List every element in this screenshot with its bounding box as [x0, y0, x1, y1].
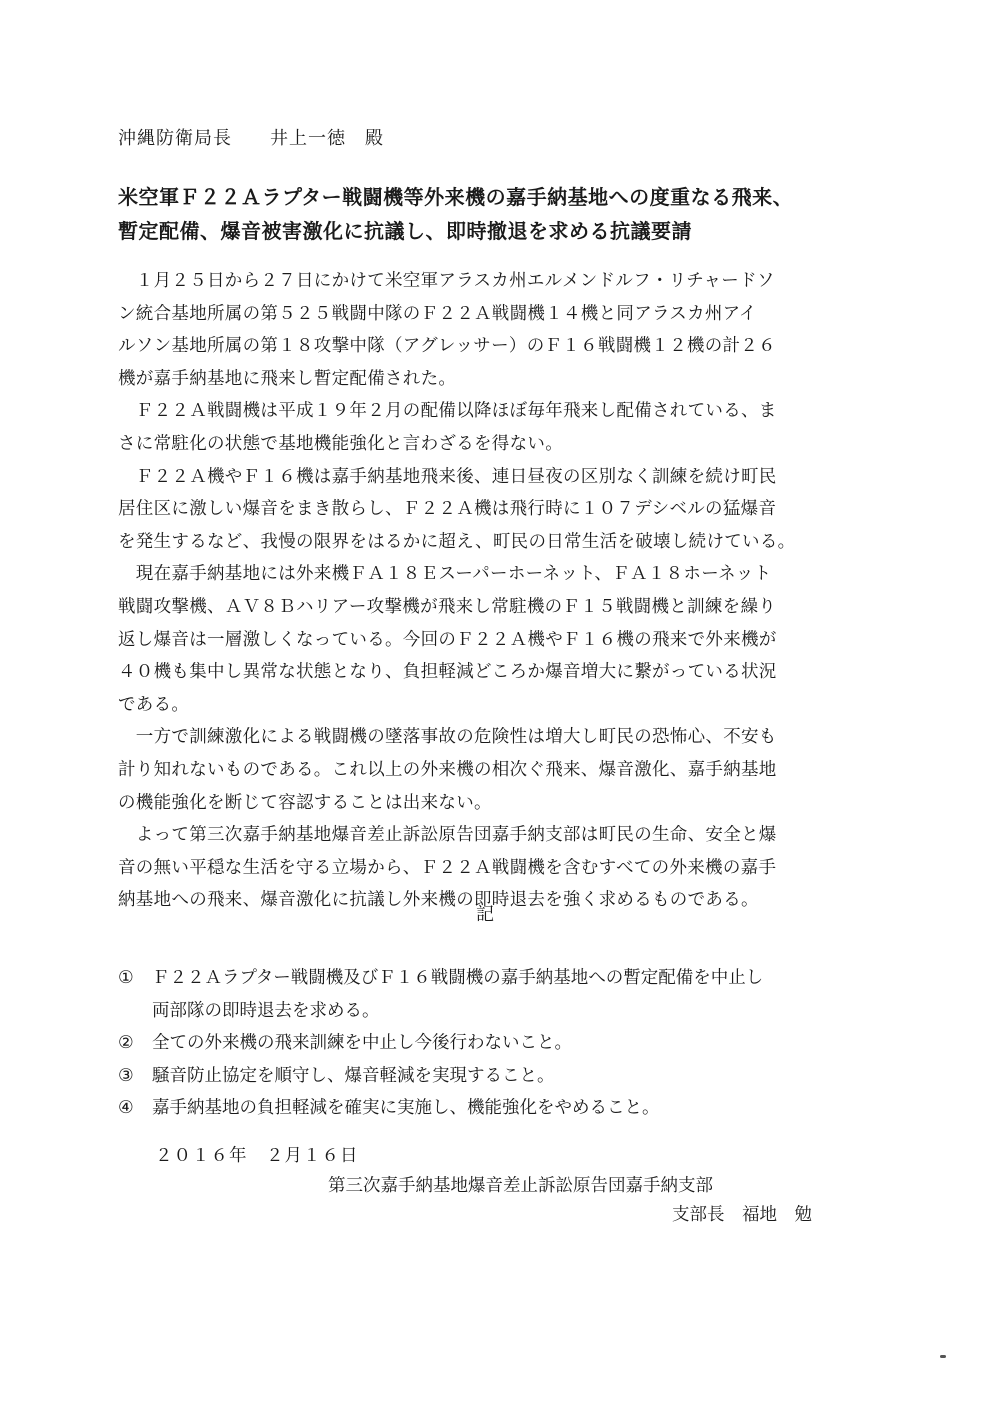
- body-line: 納基地への飛来、爆音激化に抗議し外来機の即時退去を強く求めるものである。: [118, 890, 759, 911]
- body-line: 一方で訓練激化による戦闘機の墜落事故の危険性は増大し町民の恐怖心、不安も: [118, 727, 777, 748]
- body-line: さに常駐化の状態で基地機能強化と言わざるを得ない。: [118, 433, 563, 454]
- body-line: 戦闘攻撃機、ＡＶ８Ｂハリアー攻撃機が飛来し常駐機のＦ１５戦闘機と訓練を繰り: [118, 596, 777, 617]
- demand-item: [118, 1060, 878, 1093]
- document-title: [118, 180, 878, 248]
- organization-name: 第三次嘉手納基地爆音差止訴訟原告団嘉手納支部: [328, 1176, 713, 1196]
- demand-item: [118, 995, 878, 1028]
- ki-heading: 記: [476, 904, 494, 925]
- demand-item-number: ①: [118, 968, 134, 988]
- body-text: [118, 265, 878, 917]
- body-line: １月２５日から２７日にかけて米空軍アラスカ州エルメンドルフ・リチャードソ: [118, 271, 775, 291]
- scan-speck: [940, 1355, 946, 1358]
- demand-item-text: 嘉手納基地の負担軽減を確実に実施し、機能強化をやめること。: [152, 1098, 660, 1118]
- body-line: 現在嘉手納基地には外来機ＦＡ１８Ｅスーパーホーネット、ＦＡ１８ホーネット: [118, 564, 772, 585]
- demand-item: [118, 1027, 878, 1060]
- demand-item-text: 騒音防止協定を順守し、爆音軽減を実現すること。: [152, 1065, 555, 1086]
- body-line: である。: [118, 694, 190, 715]
- body-line: 返し爆音は一層激しくなっている。今回のＦ２２Ａ機やＦ１６機の飛来で外来機が: [118, 629, 777, 650]
- title-line: 暫定配備、爆音被害激化に抗議し、即時撤退を求める抗議要請: [118, 219, 692, 243]
- demand-item-number: ②: [118, 1033, 134, 1053]
- demand-item-text: 両部隊の即時退去を求める。: [152, 1000, 380, 1021]
- body-line: ン統合基地所属の第５２５戦闘中隊のＦ２２Ａ戦闘機１４機と同アラスカ州アイ: [118, 303, 757, 324]
- body-line: 機が嘉手納基地に飛来し暫定配備された。: [118, 368, 457, 389]
- body-line: ４０機も集中し異常な状態となり、負担軽減どころか爆音増大に繋がっている状況: [118, 662, 777, 683]
- document-date: ２０１６年 ２月１６日: [155, 1146, 359, 1166]
- body-line: を発生するなど、我慢の限界をはるかに超え、町民の日常生活を破壊し続けている。: [118, 531, 796, 552]
- body-line: Ｆ２２Ａ戦闘機は平成１９年２月の配備以降ほぼ毎年飛来し配備されている、ま: [118, 401, 777, 422]
- body-line: ルソン基地所属の第１８攻撃中隊（アグレッサー）のＦ１６戦闘機１２機の計２６: [118, 336, 776, 357]
- demand-item-text: 全ての外来機の飛来訓練を中止し今後行わないこと。: [152, 1033, 572, 1053]
- demand-item-text: Ｆ２２Ａラプター戦闘機及びＦ１６戦闘機の嘉手納基地への暫定配備を中止し: [152, 968, 764, 988]
- signer-name: 支部長 福地 勉: [672, 1205, 812, 1225]
- demand-item-number: [118, 995, 152, 1028]
- demand-list: [118, 962, 878, 1125]
- body-line: 音の無い平穏な生活を守る立場から、Ｆ２２Ａ戦闘機を含むすべての外来機の嘉手: [118, 857, 777, 878]
- title-line: 米空軍Ｆ２２Ａラプター戦闘機等外来機の嘉手納基地への度重なる飛来、: [118, 185, 794, 209]
- demand-item: [118, 1092, 878, 1125]
- body-line: Ｆ２２Ａ機やＦ１６機は嘉手納基地飛来後、連日昼夜の区別なく訓練を続け町民: [118, 466, 777, 487]
- body-line: の機能強化を断じて容認することは出来ない。: [118, 792, 492, 813]
- demand-item-number: ④: [118, 1098, 134, 1118]
- body-line: 計り知れないものである。これ以上の外来機の相次ぐ飛来、爆音激化、嘉手納基地: [118, 759, 777, 780]
- addressee: 沖縄防衛局長 井上一徳 殿: [118, 128, 384, 149]
- demand-item-number: ③: [118, 1065, 134, 1086]
- body-line: 居住区に激しい爆音をまき散らし、Ｆ２２Ａ機は飛行時に１０７デシベルの猛爆音: [118, 499, 777, 520]
- body-line: よって第三次嘉手納基地爆音差止訴訟原告団嘉手納支部は町民の生命、安全と爆: [118, 825, 777, 846]
- demand-item: [118, 962, 878, 995]
